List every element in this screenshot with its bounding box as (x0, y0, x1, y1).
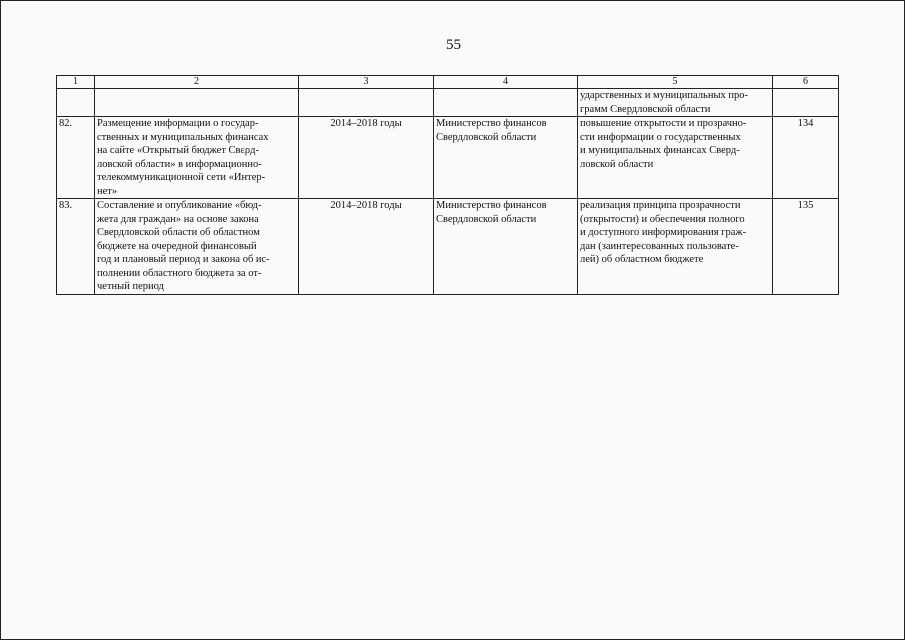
result-line: дан (заинтересованных пользовате- (580, 240, 739, 252)
period-cell: 2014–2018 годы (299, 199, 434, 295)
ref-cell: 134 (773, 117, 839, 199)
result-line: ловской области (580, 158, 654, 170)
result-cell (578, 199, 773, 295)
cont-result-line: ударственных и муниципальных про- (580, 90, 748, 101)
executor-line: Министерство финансов (436, 200, 547, 211)
ref-cell: 135 (773, 199, 839, 295)
action-line: жета для граждан» на основе закона (97, 213, 259, 225)
result-line: лей) об областном бюджете (580, 254, 704, 265)
executor-line: Свердловской области (436, 213, 537, 225)
header-cell-1: 1 (57, 76, 95, 89)
action-line: телекоммуникационной сети «Интер- (97, 172, 266, 183)
result-line: повышение открытости и прозрачно- (580, 118, 747, 129)
executor-line: Министерство финансов (436, 118, 547, 129)
action-line: Составление и опубликование «бюд- (97, 200, 262, 211)
header-cell-2: 2 (95, 76, 299, 89)
table-row-82 (57, 117, 839, 199)
result-line: сти информации о государственных (580, 131, 741, 143)
header-cell-4: 4 (434, 76, 578, 89)
action-line: ловской области» в информационно- (97, 158, 262, 170)
action-line: Свердловской области об областном (97, 227, 260, 238)
result-line: и доступного информирования граж- (580, 227, 747, 238)
executor-cell (434, 117, 578, 199)
header-cell-3: 3 (299, 76, 434, 89)
plan-table (56, 75, 839, 295)
cont-cell-1 (57, 89, 95, 117)
header-cell-6: 6 (773, 76, 839, 89)
result-line: реализация принципа прозрачности (580, 200, 741, 211)
header-row (57, 76, 839, 89)
cont-cell-3 (299, 89, 434, 117)
row-number: 82. (57, 117, 95, 199)
executor-cell (434, 199, 578, 295)
row-number: 83. (57, 199, 95, 295)
header-cell-5: 5 (578, 76, 773, 89)
action-cell (95, 199, 299, 295)
continuation-row (57, 89, 839, 117)
action-line: четный период (97, 281, 164, 292)
period-cell: 2014–2018 годы (299, 117, 434, 199)
action-line: ственных и муниципальных финансах (97, 131, 269, 143)
action-line: нет» (97, 185, 118, 197)
executor-line: Свердловской области (436, 131, 537, 143)
cont-cell-5 (578, 89, 773, 117)
cont-cell-2 (95, 89, 299, 117)
action-line: Размещение информации о государ- (97, 118, 259, 129)
page-number: 55 (446, 37, 461, 53)
result-cell (578, 117, 773, 199)
action-line: полнении областного бюджета за от- (97, 267, 262, 279)
cont-result-line: грамм Свердловской области (580, 103, 711, 115)
action-line: год и плановый период и закона об ис- (97, 254, 270, 265)
action-line: бюджете на очередной финансовый (97, 240, 257, 252)
cont-cell-4 (434, 89, 578, 117)
table-row-83 (57, 199, 839, 295)
result-line: и муниципальных финансах Сверд- (580, 145, 740, 156)
action-line: на сайте «Открытый бюджет Свερд- (97, 145, 259, 156)
result-line: (открытости) и обеспечения полного (580, 213, 745, 225)
cont-cell-6 (773, 89, 839, 117)
action-cell (95, 117, 299, 199)
